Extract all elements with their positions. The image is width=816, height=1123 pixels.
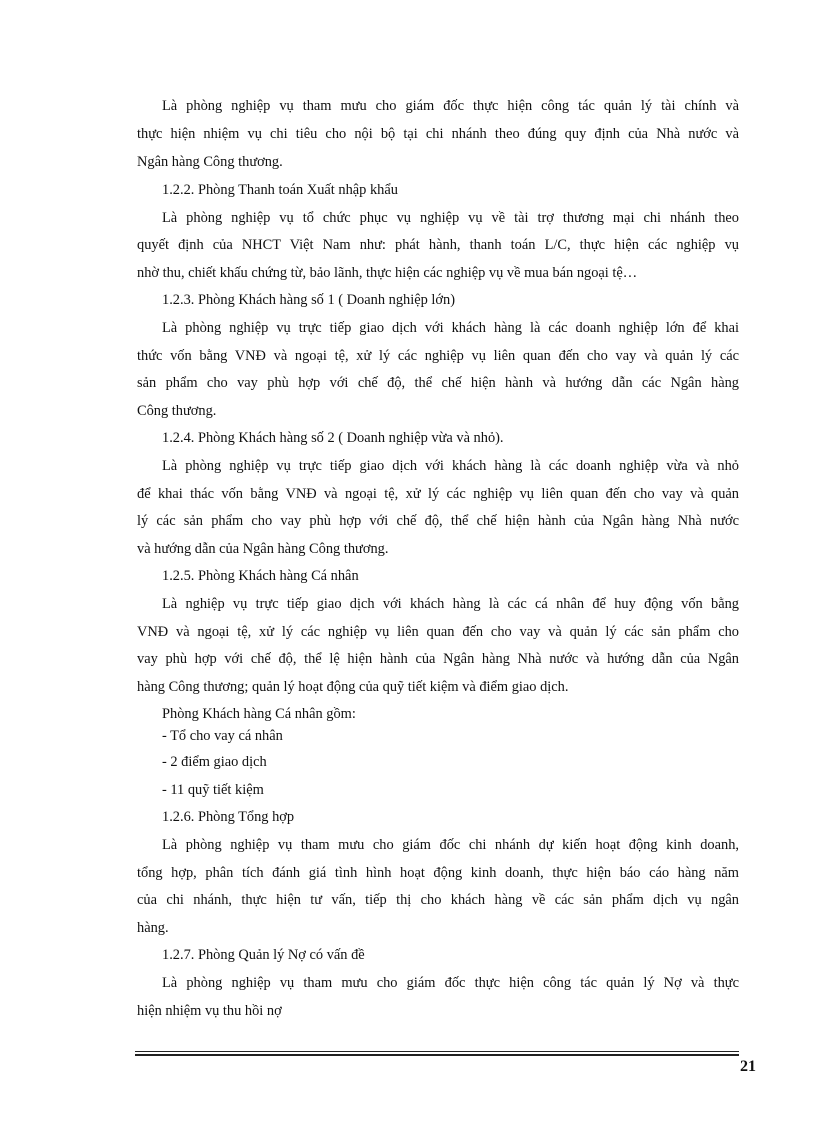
paragraph-line: Là phòng nghiệp vụ tham mưu cho giám đốc thực hiện công tác quản lý tài chính và bbox=[162, 98, 739, 114]
section-heading: Phòng Khách hàng Cá nhân gồm: bbox=[162, 706, 356, 722]
paragraph-line: Là phòng nghiệp vụ tham mưu cho giám đốc chi nhánh dự kiến hoạt động kinh doanh, bbox=[162, 837, 739, 853]
section-heading: 1.2.5. Phòng Khách hàng Cá nhân bbox=[162, 568, 359, 584]
paragraph-line: của chi nhánh, thực hiện tư vấn, tiếp thị cho khách hàng về các sản phẩm dịch vụ ngân bbox=[137, 892, 739, 908]
paragraph-line: Là phòng nghiệp vụ trực tiếp giao dịch với khách hàng là các doanh nghiệp lớn để khai bbox=[162, 320, 739, 336]
section-heading: 1.2.4. Phòng Khách hàng số 2 ( Doanh nghiệp vừa và nhỏ). bbox=[162, 430, 504, 446]
section-heading: 1.2.2. Phòng Thanh toán Xuất nhập khẩu bbox=[162, 182, 398, 198]
paragraph-line: Ngân hàng Công thương. bbox=[137, 154, 283, 170]
paragraph-line: hàng. bbox=[137, 920, 169, 936]
paragraph-line: thực hiện nhiệm vụ chi tiêu cho nội bộ tại chi nhánh theo đúng quy định của Nhà nước và bbox=[137, 126, 739, 142]
footer-rule-thin bbox=[135, 1051, 739, 1052]
paragraph-line: vay phù hợp với chế độ, thể lệ hiện hành của Ngân hàng Nhà nước và hướng dẫn của Ngân bbox=[137, 651, 739, 667]
paragraph-line: hiện nhiệm vụ thu hồi nợ bbox=[137, 1003, 282, 1019]
section-heading: 1.2.6. Phòng Tổng hợp bbox=[162, 809, 295, 825]
page-number: 21 bbox=[740, 1058, 756, 1075]
footer-rule-thick bbox=[135, 1054, 739, 1056]
paragraph-line: quyết định của NHCT Việt Nam như: phát hành, thanh toán L/C, thực hiện các nghiệp vụ bbox=[137, 237, 739, 253]
section-heading: 1.2.7. Phòng Quản lý Nợ có vấn đề bbox=[162, 947, 365, 963]
paragraph-line: Là phòng nghiệp vụ tổ chức phục vụ nghiệp vụ về tài trợ thương mại chi nhánh theo bbox=[162, 210, 739, 226]
paragraph-line: thức vốn bằng VNĐ và ngoại tệ, xử lý các nghiệp vụ liên quan đến cho vay và quản lý các bbox=[137, 348, 739, 364]
paragraph-line: Là nghiệp vụ trực tiếp giao dịch với khách hàng là các cá nhân để huy động vốn bằng bbox=[162, 596, 739, 612]
paragraph-line: sản phẩm cho vay phù hợp với chế độ, thể chế hiện hành và hướng dẫn các Ngân hàng bbox=[137, 375, 739, 391]
paragraph-line: và hướng dẫn của Ngân hàng Công thương. bbox=[137, 541, 389, 557]
paragraph-line: Là phòng nghiệp vụ tham mưu cho giám đốc thực hiện công tác quản lý Nợ và thực bbox=[162, 975, 739, 991]
paragraph-line: để khai thác vốn bằng VNĐ và ngoại tệ, xử lý các nghiệp vụ liên quan đến cho vay và quản bbox=[137, 486, 739, 502]
paragraph-line: VNĐ và ngoại tệ, xử lý các nghiệp vụ liên quan đến cho vay và quản lý các sản phẩm cho bbox=[137, 624, 739, 640]
paragraph-line: Công thương. bbox=[137, 403, 217, 419]
section-heading: 1.2.3. Phòng Khách hàng số 1 ( Doanh nghiệp lớn) bbox=[162, 292, 455, 308]
paragraph-line: nhờ thu, chiết khấu chứng từ, bảo lãnh, thực hiện các nghiệp vụ về mua bán ngoại tệ… bbox=[137, 265, 638, 281]
list-item: - Tổ cho vay cá nhân bbox=[162, 728, 283, 744]
paragraph-line: Là phòng nghiệp vụ trực tiếp giao dịch với khách hàng là các doanh nghiệp vừa và nhỏ bbox=[162, 458, 739, 474]
list-item: - 11 quỹ tiết kiệm bbox=[162, 782, 264, 798]
paragraph-line: tổng hợp, phân tích đánh giá tình hình hoạt động kinh doanh, thực hiện báo cáo hàng năm bbox=[137, 865, 739, 881]
paragraph-line: hàng Công thương; quản lý hoạt động của quỹ tiết kiệm và điểm giao dịch. bbox=[137, 679, 569, 695]
list-item: - 2 điểm giao dịch bbox=[162, 754, 267, 770]
paragraph-line: lý các sản phẩm cho vay phù hợp với chế độ, thể chế hiện hành của Ngân hàng Nhà nước bbox=[137, 513, 739, 529]
